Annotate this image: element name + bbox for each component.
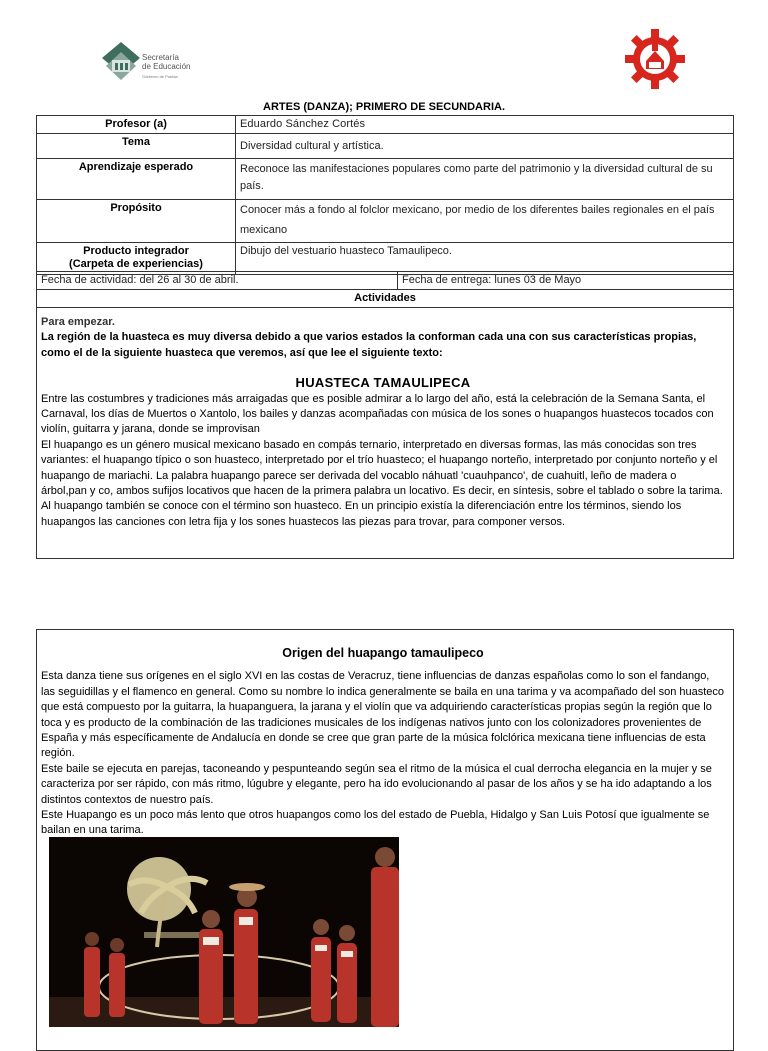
table-row xyxy=(37,200,734,243)
row-value-profesor: Eduardo Sánchez Cortés xyxy=(236,116,734,134)
paragraph: Este baile se ejecuta en parejas, taconeando y pespunteando según sea el ritmo de la música el cual derrocha elegancia en la mujer y se caracteriza por ser rápido, con más ritmo, lúgubre y elegante, pero ha ido evolucionando al pasar de los años y se ha ido adaptando a los distintos contextos de nuestro país. xyxy=(41,762,712,806)
paragraph: El huapango es un género musical mexicano basado en compás ternario, interpretado en diversas formas, las más conocidas son tres variantes: el huapango típico o son huasteco, interpretado por el trío huasteco; el huapango norteño, interpretado por conjunto norteño y el huapango de mariachi. La palabra huapango parece ser derivada del vocablo náhuatl 'cuauhpanco', de cuahuitl, leño de madera o árbol,pan y co, ambos sufijos locativos que hacen de la primera palabra un locativo. Es decir, en síntesis, sobre el tablado o sobre la tarima. Al huapango también se conoce con el término son huasteco. En un principio existía la diferenciación entre los términos, siendo los huapangos las canciones con letra fija y los sones huastecos las piezas para trovar, para componer versos. xyxy=(41,438,723,528)
row-value-aprendizaje: Reconoce las manifestaciones populares como parte del patrimonio y la diversidad cultural de su país. xyxy=(236,159,734,200)
actividades-header: Actividades xyxy=(37,290,734,308)
document-title: ARTES (DANZA); PRIMERO DE SECUNDARIA. xyxy=(263,101,505,113)
table-row xyxy=(37,243,734,275)
huapango-dancers-photo xyxy=(49,837,399,1027)
row-label-proposito: Propósito xyxy=(37,200,236,243)
table-row xyxy=(37,134,734,159)
intro-text: La región de la huasteca es muy diversa debido a que varios estados la conforman cada una con sus características propias, como el de la siguiente huasteca que veremos, así que lee el siguiente texto: xyxy=(41,331,697,359)
paragraph: Esta danza tiene sus orígenes en el siglo XVI en las costas de Veracruz, tiene influencias de danzas españolas como lo son el fandango, las seguidillas y el flamenco en general. Como su nombre lo indica generalmente se baila en una tarima y va acompañado del son huasteco que está compuesto por la guitarra, la huapanguera, la jarana y el violín que va adquiriendo características propias según la región que lo toca y es producto de la combinación de las tradiciones musicales de los indígenas nativos junto con los colonizadores provenientes de España y más específicamente de Andalucía en donde se cree que gran parte de la música folclórica mexicana tiene influencias de esta región. xyxy=(41,670,725,760)
gear-emblem-icon xyxy=(622,25,688,91)
row-label-producto: Producto integrador (Carpeta de experiencias) xyxy=(37,243,236,275)
lesson-info-table xyxy=(36,115,734,275)
section-title: HUASTECA TAMAULIPECA xyxy=(295,375,471,391)
paragraph: Este Huapango es un poco más lento que otros huapangos como los del estado de Puebla, Hidalgo y San Luis Potosí que igualmente se bailan en una tarima. xyxy=(41,809,710,837)
row-value-proposito: Conocer más a fondo al folclor mexicano, por medio de los diferentes bailes regionales en el país mexicano xyxy=(236,200,734,243)
school-gear-logo xyxy=(622,25,688,91)
intro-label: Para empezar. xyxy=(41,316,115,328)
table-row xyxy=(37,159,734,200)
sep-logo-subtext: Gobierno de Puebla xyxy=(142,74,178,79)
activities-section xyxy=(36,308,734,559)
dancers-illustration xyxy=(49,837,399,1027)
paragraph: Entre las costumbres y tradiciones más arraigadas que es posible admirar a lo largo del año, está la celebración de la Semana Santa, el Carnaval, los días de Muertos o Xantolo, los bailes y danzas acompañadas con música de los sones o huapangos huastecos tocados con violín, guitarra y jarana, donde se improvisan xyxy=(41,392,714,436)
fecha-entrega: Fecha de entrega: lunes 03 de Mayo xyxy=(398,272,734,290)
table-row xyxy=(37,290,734,308)
row-label-profesor: Profesor (a) xyxy=(37,116,236,134)
table-row xyxy=(37,272,734,290)
row-label-aprendizaje: Aprendizaje esperado xyxy=(37,159,236,200)
sep-logo-text: Secretaría de Educación xyxy=(142,53,191,71)
row-value-producto: Dibujo del vestuario huasteco Tamaulipeco. xyxy=(236,243,734,275)
fecha-actividad: Fecha de actividad: del 26 al 30 de abril. xyxy=(37,272,398,290)
sep-logo xyxy=(100,40,200,90)
sep-emblem-icon xyxy=(100,40,142,86)
row-label-tema: Tema xyxy=(37,134,236,159)
dates-table xyxy=(36,271,734,308)
table-row xyxy=(37,116,734,134)
origin-title: Origen del huapango tamaulipeco xyxy=(282,646,484,660)
row-value-tema: Diversidad cultural y artística. xyxy=(236,134,734,159)
